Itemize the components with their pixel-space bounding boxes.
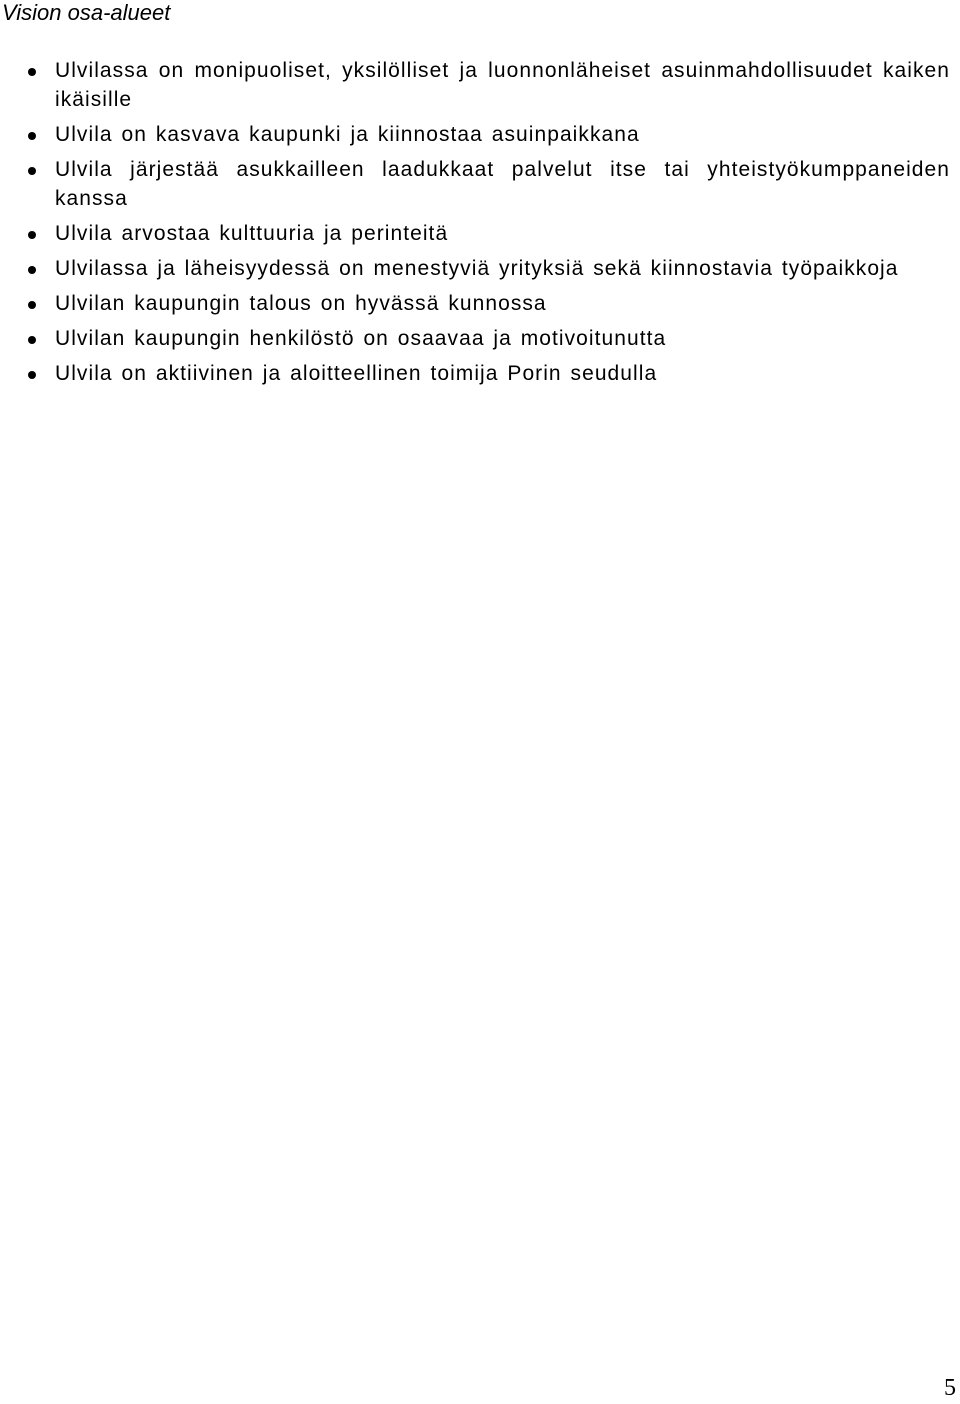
- bullet-dot-icon: [28, 371, 36, 379]
- bullet-dot-icon: [28, 167, 36, 175]
- bullet-dot-icon: [28, 132, 36, 140]
- list-item: [0, 120, 960, 149]
- list-item-text: Ulvilan kaupungin talous on hyvässä kunnossa: [55, 292, 547, 315]
- list-item-text: Ulvilassa ja läheisyydessä on menestyviä yrityksiä sekä kiinnostavia työpaikkoja: [55, 257, 899, 280]
- bullet-dot-icon: [28, 301, 36, 309]
- list-item: [0, 324, 960, 353]
- list-item: [0, 155, 960, 213]
- page-heading: Vision osa-alueet: [2, 0, 171, 25]
- list-item-text: Ulvila on kasvava kaupunki ja kiinnostaa asuinpaikkana: [55, 123, 640, 146]
- list-item-text: Ulvilassa on monipuoliset, yksilölliset ja luonnonläheiset asuinmahdollisuudet kaiken ikäisille: [55, 59, 950, 111]
- list-item-text: Ulvilan kaupungin henkilöstö on osaavaa ja motivoitunutta: [55, 327, 667, 350]
- bullet-dot-icon: [28, 231, 36, 239]
- list-item-text: Ulvila on aktiivinen ja aloitteellinen toimija Porin seudulla: [55, 362, 658, 385]
- list-item: [0, 289, 960, 318]
- list-item: [0, 359, 960, 388]
- list-item: [0, 56, 960, 114]
- list-item-text: Ulvila järjestää asukkailleen laadukkaat palvelut itse tai yhteistyökumppaneiden kanssa: [55, 158, 950, 210]
- bullet-dot-icon: [28, 68, 36, 76]
- list-item: [0, 219, 960, 248]
- vision-list: [0, 56, 960, 394]
- list-item-text: Ulvila arvostaa kulttuuria ja perinteitä: [55, 222, 449, 245]
- bullet-dot-icon: [28, 336, 36, 344]
- bullet-dot-icon: [28, 266, 36, 274]
- page-number: 5: [944, 1375, 956, 1401]
- list-item: [0, 254, 960, 283]
